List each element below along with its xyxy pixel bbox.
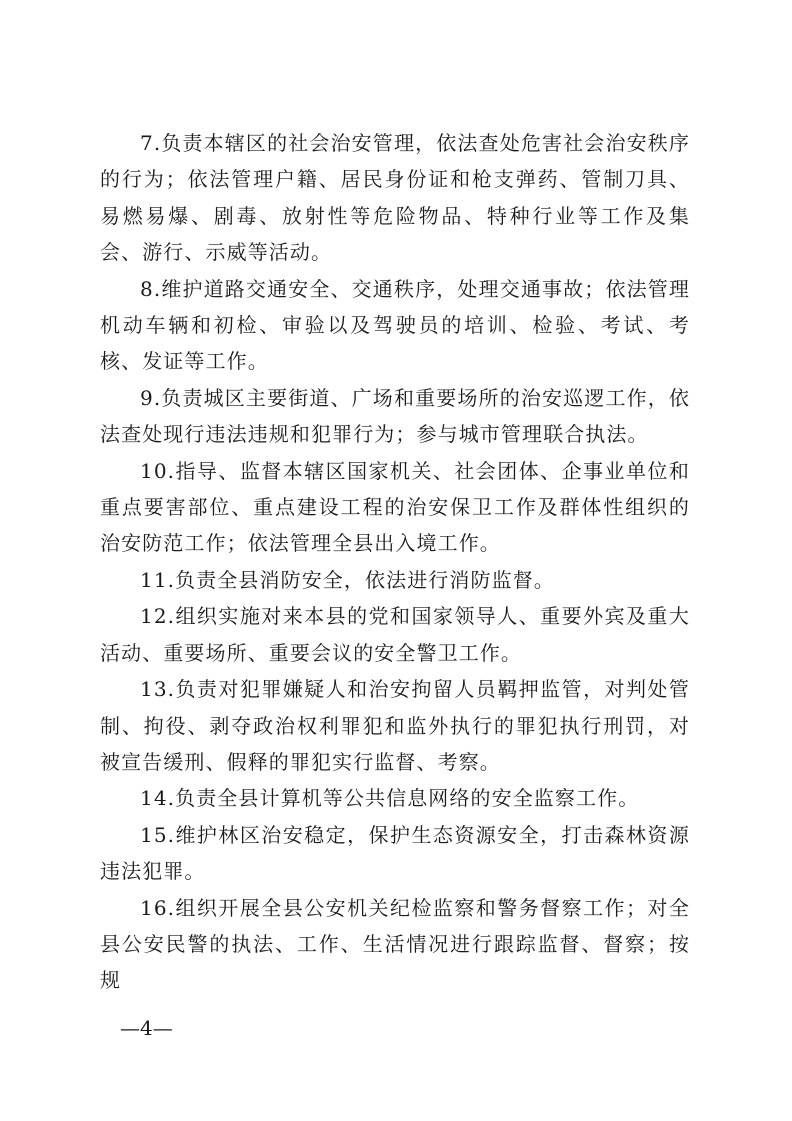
paragraph-item-14: 14.负责全县计算机等公共信息网络的安全监察工作。 <box>140 786 640 811</box>
paragraph-item-8: 8.维护道路交通安全、交通秩序，处理交通事故；依法管理机动车辆和初检、审验以及驾驶员的培训、检验、考试、考核、发证等工作。 <box>100 276 690 374</box>
paragraph-item-10: 10.指导、监督本辖区国家机关、社会团体、企事业单位和重点要害部位、重点建设工程的治安保卫工作及群体性组织的治安防范工作；依法管理全县出入境工作。 <box>100 458 690 556</box>
paragraph-item-16: 16.组织开展全县公安机关纪检监察和警务督察工作；对全县公安民警的执法、工作、生活情况进行跟踪监督、督察；按规 <box>100 895 690 993</box>
paragraph-item-12: 12.组织实施对来本县的党和国家领导人、重要外宾及重大活动、重要场所、重要会议的安全警卫工作。 <box>100 604 690 665</box>
paragraph-item-11: 11.负责全县消防安全，依法进行消防监督。 <box>140 567 555 592</box>
page-number: —4— <box>120 1016 173 1040</box>
document-body <box>100 125 690 999</box>
paragraph-item-9: 9.负责城区主要街道、广场和重要场所的治安巡逻工作，依法查处现行违法违规和犯罪行为；参与城市管理联合执法。 <box>100 385 690 447</box>
paragraph-item-7: 7.负责本辖区的社会治安管理，依法查处危害社会治安秩序的行为；依法管理户籍、居民身份证和枪支弹药、管制刀具、易燃易爆、剧毒、放射性等危险物品、特种行业等工作及集会、游行、示威等活动。 <box>100 131 690 265</box>
paragraph-item-15: 15.维护林区治安稳定，保护生态资源安全，打击森林资源违法犯罪。 <box>100 822 690 884</box>
paragraph-item-13: 13.负责对犯罪嫌疑人和治安拘留人员羁押监管，对判处管制、拘役、剥夺政治权利罪犯和监外执行的罪犯执行刑罚，对被宣告缓刑、假释的罪犯实行监督、考察。 <box>100 677 690 774</box>
